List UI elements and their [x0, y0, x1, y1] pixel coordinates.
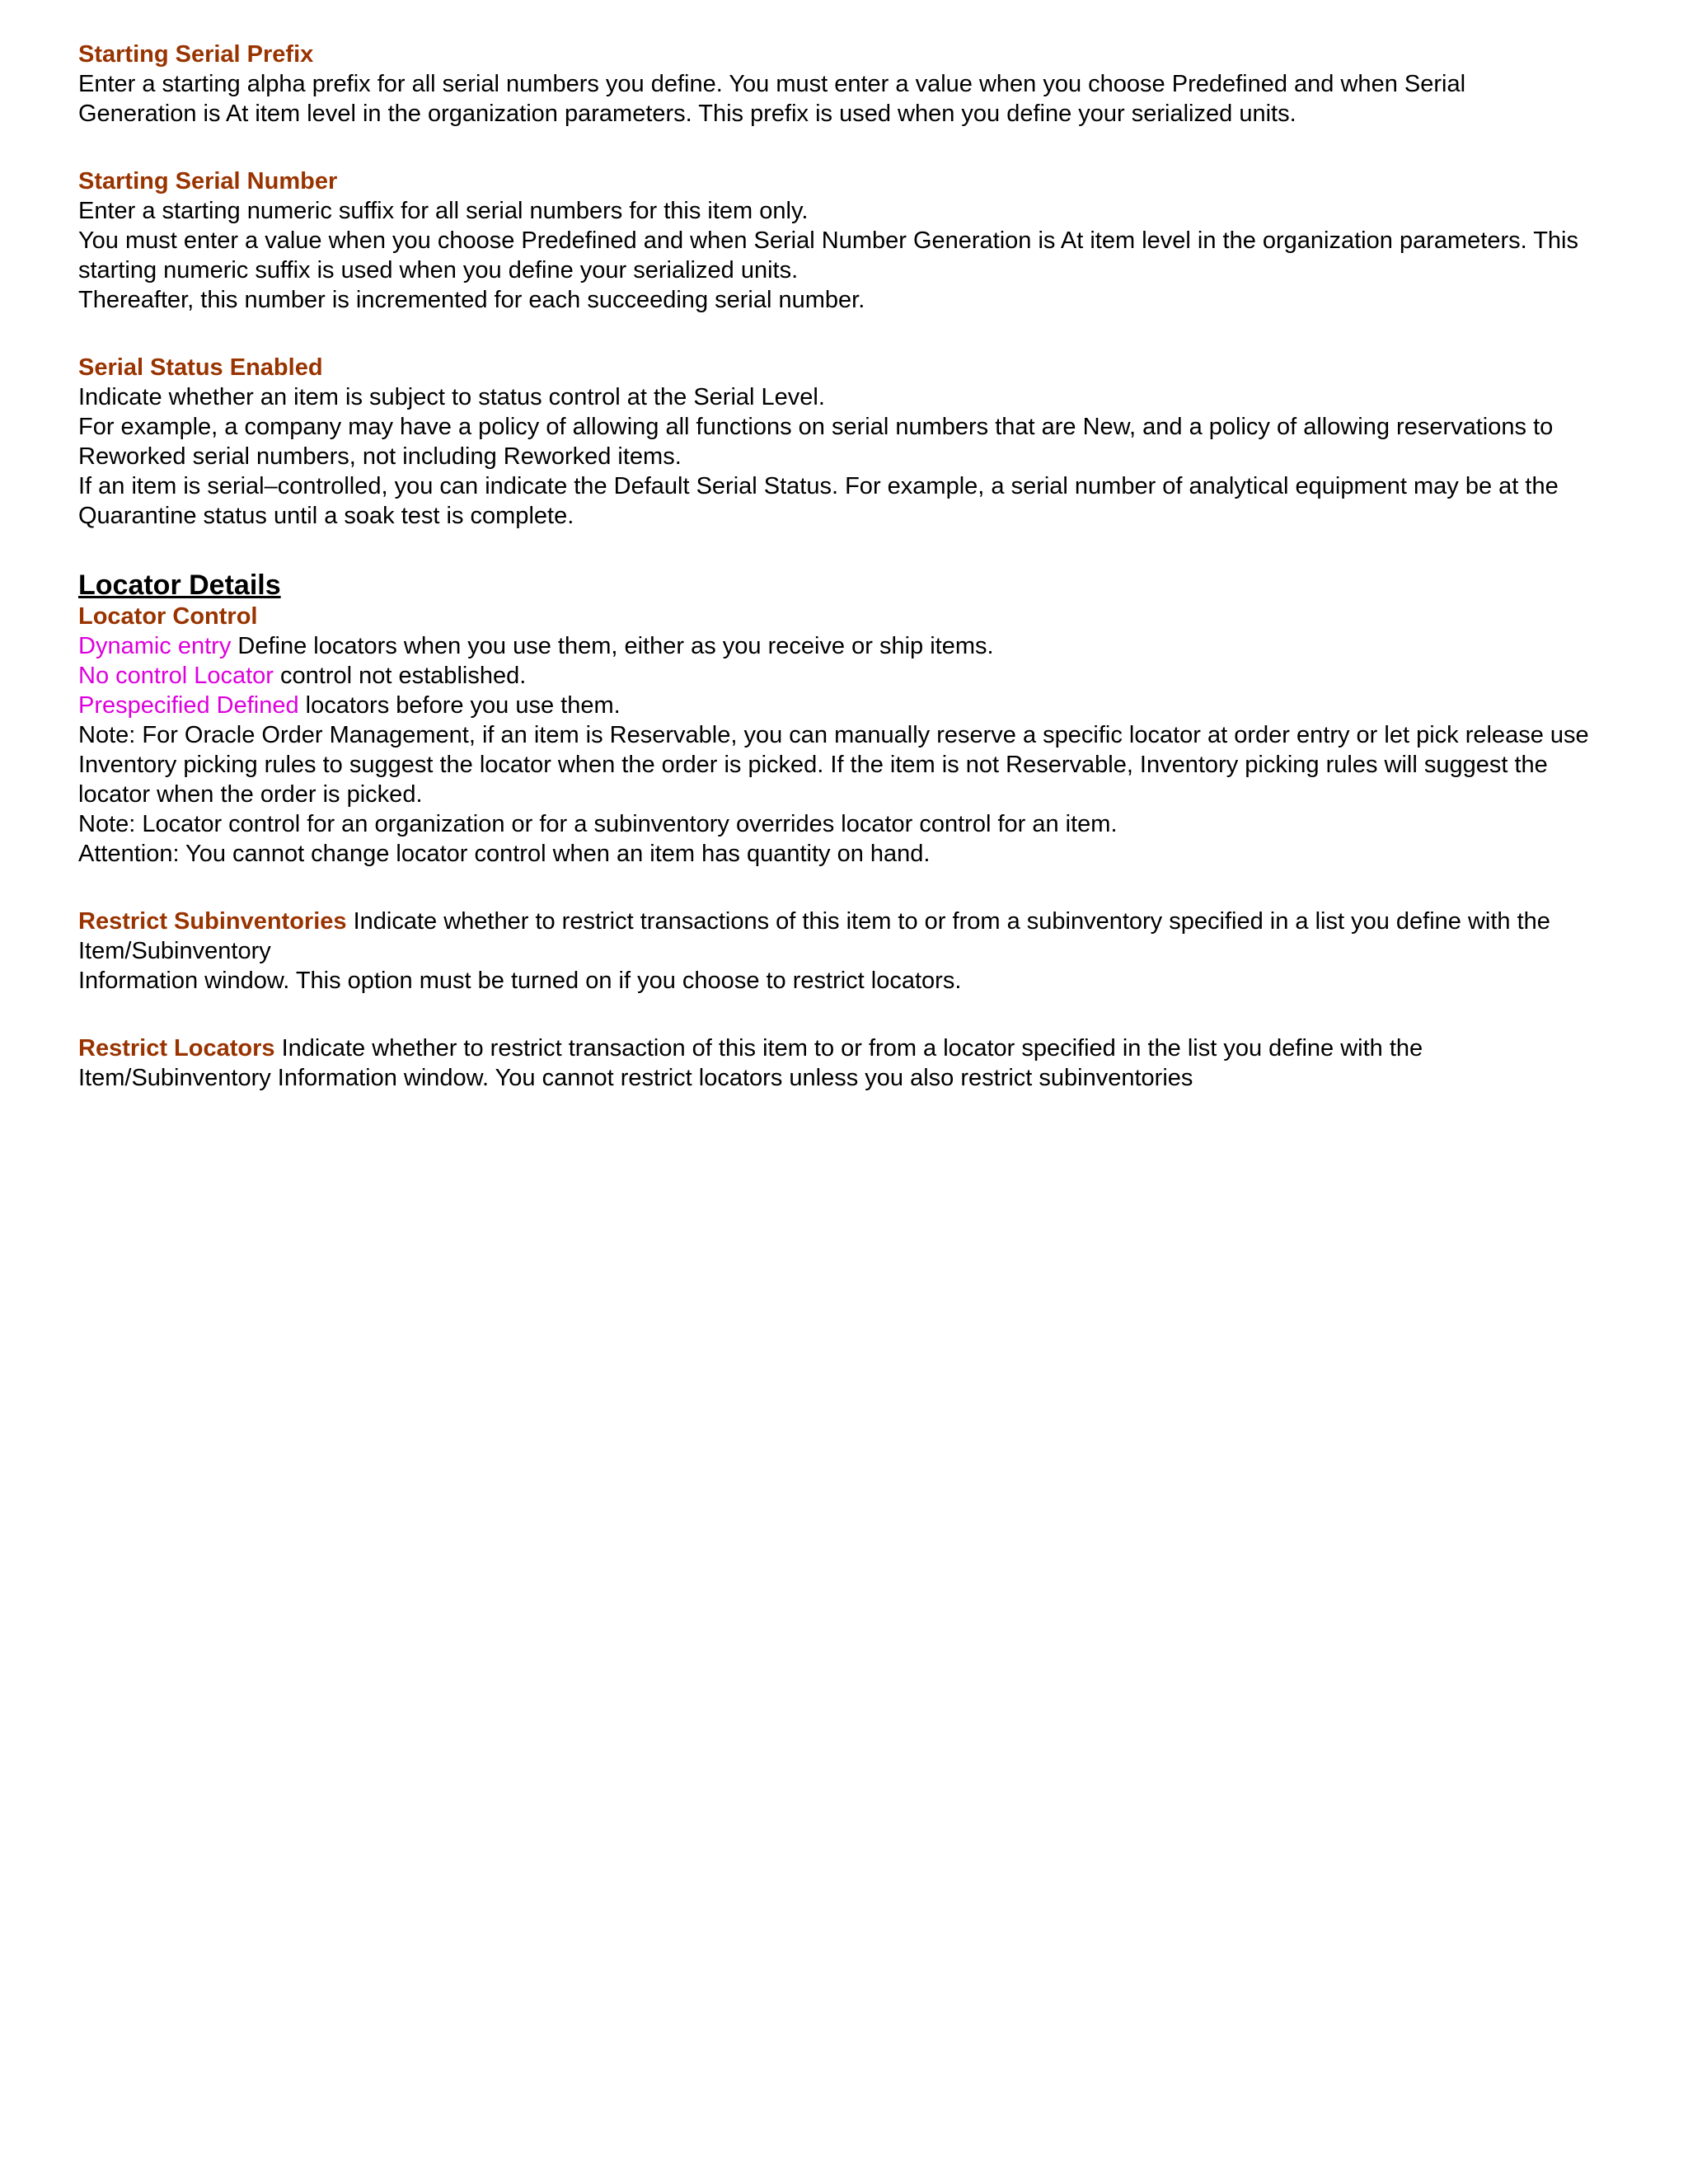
heading-locator-details: Locator Details: [78, 569, 281, 601]
heading-restrict-locators: Restrict Locators: [78, 1035, 275, 1062]
option-text: locators before you use them.: [298, 692, 621, 719]
text-line: Item/Subinventory Information window. You cannot restrict locators unless you also restrict subinventories: [78, 1065, 1193, 1091]
heading-locator-control: Locator Control: [78, 603, 258, 630]
text-line: starting numeric suffix is used when you define your serialized units.: [78, 257, 799, 284]
text-line: Indicate whether an item is subject to status control at the Serial Level.: [78, 384, 825, 410]
text-line: Enter a starting numeric suffix for all serial numbers for this item only.: [78, 198, 809, 224]
option-term: No control Locator: [78, 663, 274, 689]
document-page: [78, 40, 1644, 1131]
heading-restrict-subinventories: Restrict Subinventories: [78, 908, 347, 935]
option-term: Prespecified Defined: [78, 692, 299, 719]
section-starting-serial-prefix: [78, 40, 1644, 129]
text-inline: Indicate whether to restrict transaction of this item to or from a locator specified in the list you define with the: [274, 1035, 1423, 1062]
heading-starting-serial-prefix: Starting Serial Prefix: [78, 41, 314, 68]
option-text: control not established.: [273, 663, 527, 689]
text-line: Quarantine status until a soak test is complete.: [78, 503, 574, 529]
section-restrict-subinventories: [78, 907, 1644, 996]
text-line: For example, a company may have a policy of allowing all functions on serial numbers that are New, and a policy of allowing reservations to: [78, 414, 1554, 440]
text-line: Reworked serial numbers, not including Reworked items.: [78, 443, 682, 470]
text-line: Note: Locator control for an organization or for a subinventory overrides locator control for an item.: [78, 811, 1118, 837]
heading-starting-serial-number: Starting Serial Number: [78, 168, 338, 194]
text-line: Attention: You cannot change locator control when an item has quantity on hand.: [78, 841, 931, 867]
option-text: Define locators when you use them, either as you receive or ship items.: [231, 633, 994, 659]
section-restrict-locators: [78, 1033, 1644, 1093]
text-line: Inventory picking rules to suggest the locator when the order is picked. If the item is not Reservable, Inventory picking rules will suggest the: [78, 752, 1548, 778]
restrict-subinventories-first-line: [78, 907, 1644, 936]
text-line: If an item is serial–controlled, you can indicate the Default Serial Status. For example, a serial number of analytical equipment may be at the: [78, 473, 1559, 499]
text-line: Enter a starting alpha prefix for all serial numbers you define. You must enter a value when you choose Predefined and when Serial: [78, 71, 1466, 97]
text-line: Information window. This option must be turned on if you choose to restrict locators.: [78, 968, 962, 994]
heading-serial-status-enabled: Serial Status Enabled: [78, 354, 323, 381]
text-line: locator when the order is picked.: [78, 781, 423, 808]
restrict-locators-first-line: [78, 1033, 1644, 1063]
text-inline: Indicate whether to restrict transactions of this item to or from a subinventory specified in a list you define with the: [346, 908, 1550, 935]
option-term: Dynamic entry: [78, 633, 232, 659]
text-line: Thereafter, this number is incremented for each succeeding serial number.: [78, 287, 865, 313]
section-starting-serial-number: [78, 166, 1644, 315]
section-serial-status-enabled: [78, 353, 1644, 531]
locator-option-dynamic-entry: [78, 631, 1644, 661]
locator-option-no-control: [78, 661, 1644, 691]
section-locator-details: [78, 569, 1644, 869]
text-line: Generation is At item level in the organization parameters. This prefix is used when you define your serialized units.: [78, 101, 1296, 127]
text-line: You must enter a value when you choose Predefined and when Serial Number Generation is At item level in the organization parameters. This: [78, 227, 1578, 254]
text-line: Note: For Oracle Order Management, if an item is Reservable, you can manually reserve a specific locator at order entry or let pick release use: [78, 722, 1589, 748]
locator-option-prespecified: [78, 691, 1644, 720]
text-line: Item/Subinventory: [78, 938, 271, 964]
